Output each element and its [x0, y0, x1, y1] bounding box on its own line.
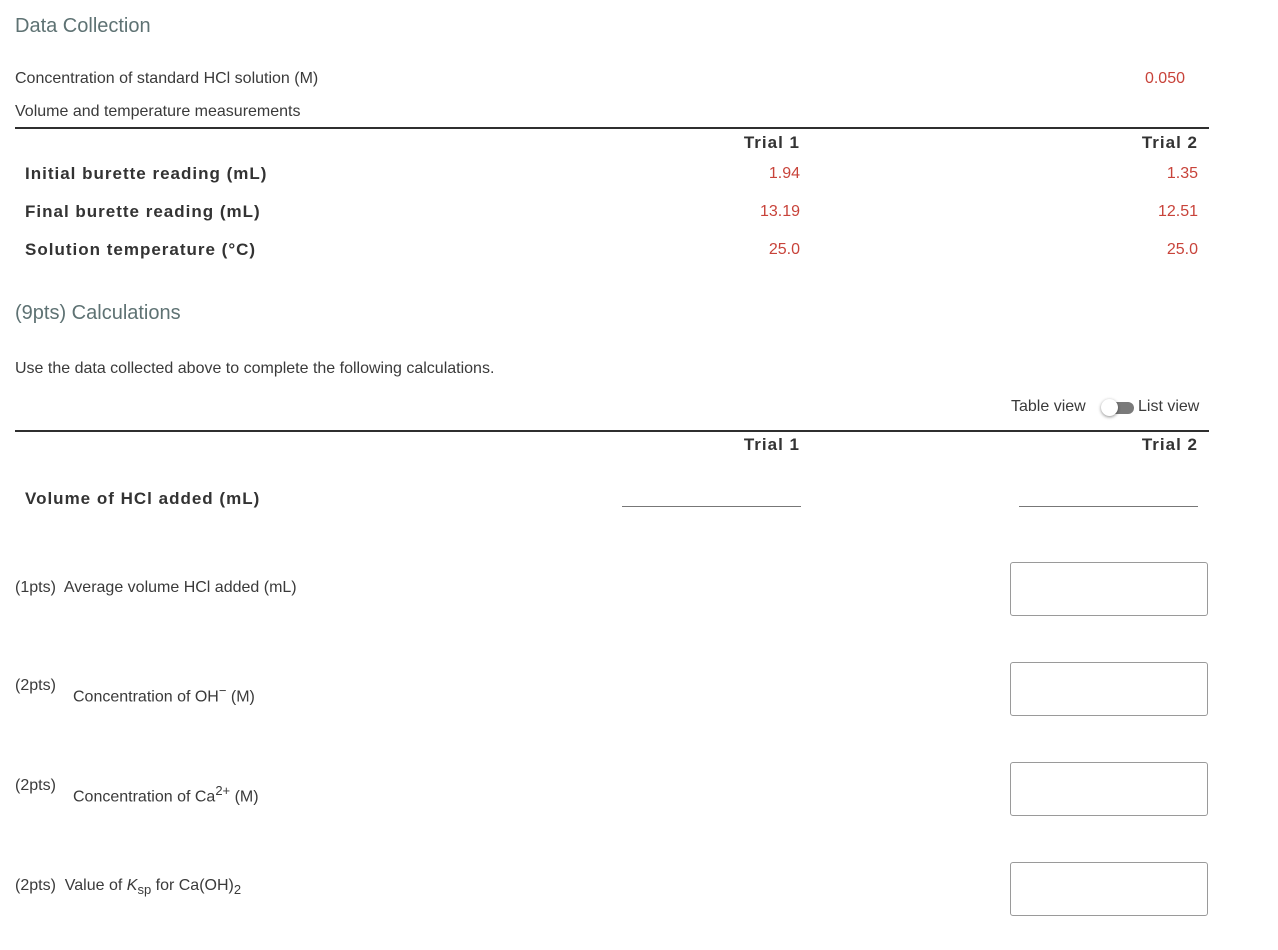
item-points: (2pts): [15, 877, 56, 894]
ksp-input[interactable]: [1010, 862, 1208, 916]
ca-charge: 2+: [215, 783, 231, 798]
hcl-concentration-value: 0.050: [1144, 70, 1185, 87]
ksp-label-mid: for Ca(OH): [151, 877, 234, 894]
ca-label-text: Concentration of Ca: [73, 788, 216, 806]
calc-col-trial2: Trial 2: [1141, 435, 1198, 454]
oh-charge: −: [218, 683, 227, 698]
calculations-instructions: Use the data collected above to complete the following calculations.: [15, 360, 495, 377]
initial-burette-trial1: 1.94: [768, 165, 800, 182]
ca-concentration-label: [73, 783, 259, 806]
calc-table-top-rule: [15, 430, 1209, 432]
data-col-trial2: Trial 2: [1141, 133, 1198, 152]
initial-burette-trial2: 1.35: [1166, 165, 1198, 182]
oh-unit: (M): [226, 688, 255, 706]
table-view-label: Table view: [1011, 398, 1086, 415]
ksp-row: [15, 877, 241, 897]
average-volume-label: Average volume HCl added (mL): [63, 579, 297, 596]
data-collection-title: Data Collection: [15, 15, 151, 37]
oh-concentration-label: [73, 683, 255, 706]
volume-hcl-trial2-input[interactable]: [1019, 506, 1198, 507]
ksp-k: K: [126, 877, 138, 894]
ksp-formula-subscript: 2: [233, 882, 242, 898]
oh-concentration-input[interactable]: [1010, 662, 1208, 716]
final-burette-label: Final burette reading (mL): [25, 202, 261, 221]
final-burette-trial2: 12.51: [1157, 203, 1198, 220]
item-points: (2pts): [15, 677, 56, 694]
solution-temperature-label: Solution temperature (°C): [25, 240, 257, 259]
ca-unit: (M): [230, 788, 259, 806]
calculations-title: (9pts) Calculations: [15, 302, 181, 324]
ksp-label-pre: Value of: [64, 877, 127, 894]
initial-burette-label: Initial burette reading (mL): [25, 164, 268, 183]
solution-temperature-trial1: 25.0: [768, 241, 800, 258]
data-col-trial1: Trial 1: [743, 133, 800, 152]
calc-col-trial1: Trial 1: [743, 435, 800, 454]
hcl-concentration-label: Concentration of standard HCl solution (M): [15, 70, 319, 87]
item-points: (2pts): [15, 777, 56, 794]
ksp-subscript: sp: [137, 882, 152, 898]
average-volume-row: [15, 579, 297, 597]
solution-temperature-trial2: 25.0: [1166, 241, 1198, 258]
list-view-label: List view: [1138, 398, 1200, 415]
toggle-knob: [1101, 399, 1118, 416]
data-table-top-rule: [15, 127, 1209, 129]
volume-temperature-label: Volume and temperature measurements: [15, 103, 301, 120]
average-volume-input[interactable]: [1010, 562, 1208, 616]
volume-hcl-trial1-input[interactable]: [622, 506, 801, 507]
volume-hcl-added-label: Volume of HCl added (mL): [25, 489, 261, 508]
oh-label-text: Concentration of OH: [73, 688, 219, 706]
item-points: (1pts): [15, 579, 56, 596]
final-burette-trial1: 13.19: [759, 203, 800, 220]
view-toggle[interactable]: [1100, 398, 1136, 418]
ca-concentration-input[interactable]: [1010, 762, 1208, 816]
